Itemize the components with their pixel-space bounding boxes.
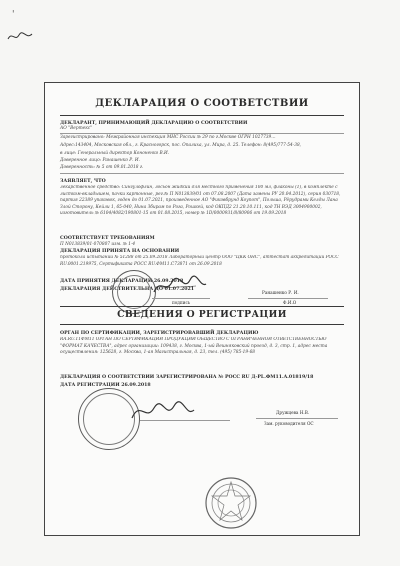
signer-caption: Ф.И.О [283, 300, 297, 305]
registration-top-rule [60, 306, 344, 307]
declarant-line [60, 133, 344, 134]
declarant-value: АО "Вертекс" [60, 126, 93, 131]
basis-text: протокола испытаний № 51288 от 25.09.2018 Лабораторный центр ООО "ЦКК ОНС", аттестат аккредитации РОСС RU.0001.219975, Сертификата РОСС RU.ФМ11.C73871 от 26.09.2018 [60, 255, 339, 267]
corner-scribble [6, 30, 36, 44]
declarant-signature [150, 274, 210, 298]
corner-mark: ' [12, 10, 15, 20]
declaration-title: ДЕКЛАРАЦИЯ О СООТВЕТСТВИИ [95, 98, 309, 109]
signature-caption: подпись [172, 300, 191, 305]
registration-title-rule [60, 324, 344, 325]
title-rule [60, 115, 344, 116]
claims-label: ЗАЯВЛЯЕТ, ЧТО [60, 179, 106, 184]
registration-body-value: RA.RU.11ФМ11 ОРГАН ПО СЕРТИФИКАЦИИ ПРОДУКЦИИ ОБЩЕСТВО С ОГРАНИЧЕННОЙ ОТВЕТСТВЕННОСТЬЮ "ФОРМАТ КАЧЕСТВА", адрес организации: 109438, г. Москва, 1-ый Вешняковский проезд, д. 3, стр. 1, адрес места осуществления: 125628, г. Москва, 1-ая Магистральная, д. 23, тел. (495) 785-19-68 [60, 337, 328, 356]
product-description: лекарственное средство: Сингулофлин, лосьон жидкий для местного применения 100 мл, флаконы (1), в комплекте с листком-вкладышем, пачки картонные, рег.№ П N013839/01 от 07.08.2007 (Дата замены РУ 20.04.2012), серия 030718, партия 22389 упаковок, годен до 01.07.2021, произведенное АО "Фиковбрунд Коупот", Польша, Рёрудрами Келды Лана Злой Сторону, Кейли 1, 65-040, Нина Збирам по Рога, Рошкей, код ОКПД2 21.20.10.111, код ТН ВЭД 3004900002, изготовитель № 6104/4082/190801-15 от 01.08.2015, номер № 1D/0000931/8/80906 от 19.09.2018 [60, 185, 341, 217]
adoption-date: ДАТА ПРИНЯТИЯ ДЕКЛАРАЦИИ 26.09.2018 [60, 279, 184, 284]
address-line: Адрес:143404, Московская обл., г. Красногорск, пос. Опалиха, ул. Мира, д. 25. Телефон: 8(495)777-54-38, [60, 143, 302, 148]
registration-title: СВЕДЕНИЯ О РЕГИСТРАЦИИ [117, 309, 287, 320]
registration-signature [128, 398, 198, 426]
registered-line: Зарегистрировано: Межрайонная инспекция МНС России № 29 по г.Москве ОГРН 1027739… [60, 135, 276, 140]
proxy-underline [60, 173, 344, 174]
registration-date: ДАТА РЕГИСТРАЦИИ 26.09.2018 [60, 383, 151, 388]
registration-signature-line [140, 420, 230, 421]
hologram-seal [204, 476, 258, 530]
declarant-label: ДЕКЛАРАНТ, ПРИНИМАЮЩИЙ ДЕКЛАРАЦИЮ О СООТВЕТСТВИИ [60, 121, 248, 126]
registration-signatory-line [256, 418, 338, 419]
registration-signatory: Дружцева Н.В. [276, 410, 310, 415]
proxy-date-line: Доверенность: № 5 от 09.01.2018 г. [60, 165, 144, 170]
signer-line [248, 298, 328, 299]
registration-number: ДЕКЛАРАЦИЯ О СООТВЕТСТВИИ ЗАРЕГИСТРИРОВАНА № РОСС RU Д-PL.ФМ11.A.01819/18 [60, 375, 314, 380]
registration-body-label: ОРГАН ПО СЕРТИФИКАЦИИ, ЗАРЕГИСТРИРОВАВШИЙ ДЕКЛАРАЦИЮ [60, 331, 259, 336]
valid-until: ДЕКЛАРАЦИЯ ДЕЙСТВИТЕЛЬНА ДО 01.07.2021 [60, 287, 195, 292]
basis-label: ДЕКЛАРАЦИЯ ПРИНЯТА НА ОСНОВАНИИ [60, 249, 180, 254]
ceo-line: в лице: Генеральный директор Кононенко В.И. [60, 151, 170, 156]
conformity-value: П N013839/01-070807 изм. № 1-4 [60, 242, 136, 247]
signature-line [152, 298, 210, 299]
proxy-line: Доверенное лицо: Ранашенко Р. И. [60, 158, 141, 163]
signer-name: Ранашенко Р. И. [262, 290, 299, 295]
conformity-label: СООТВЕТСТВУЕТ ТРЕБОВАНИЯМ [60, 236, 155, 241]
registration-signatory-caption: Зам. руководителя ОС [264, 421, 314, 426]
